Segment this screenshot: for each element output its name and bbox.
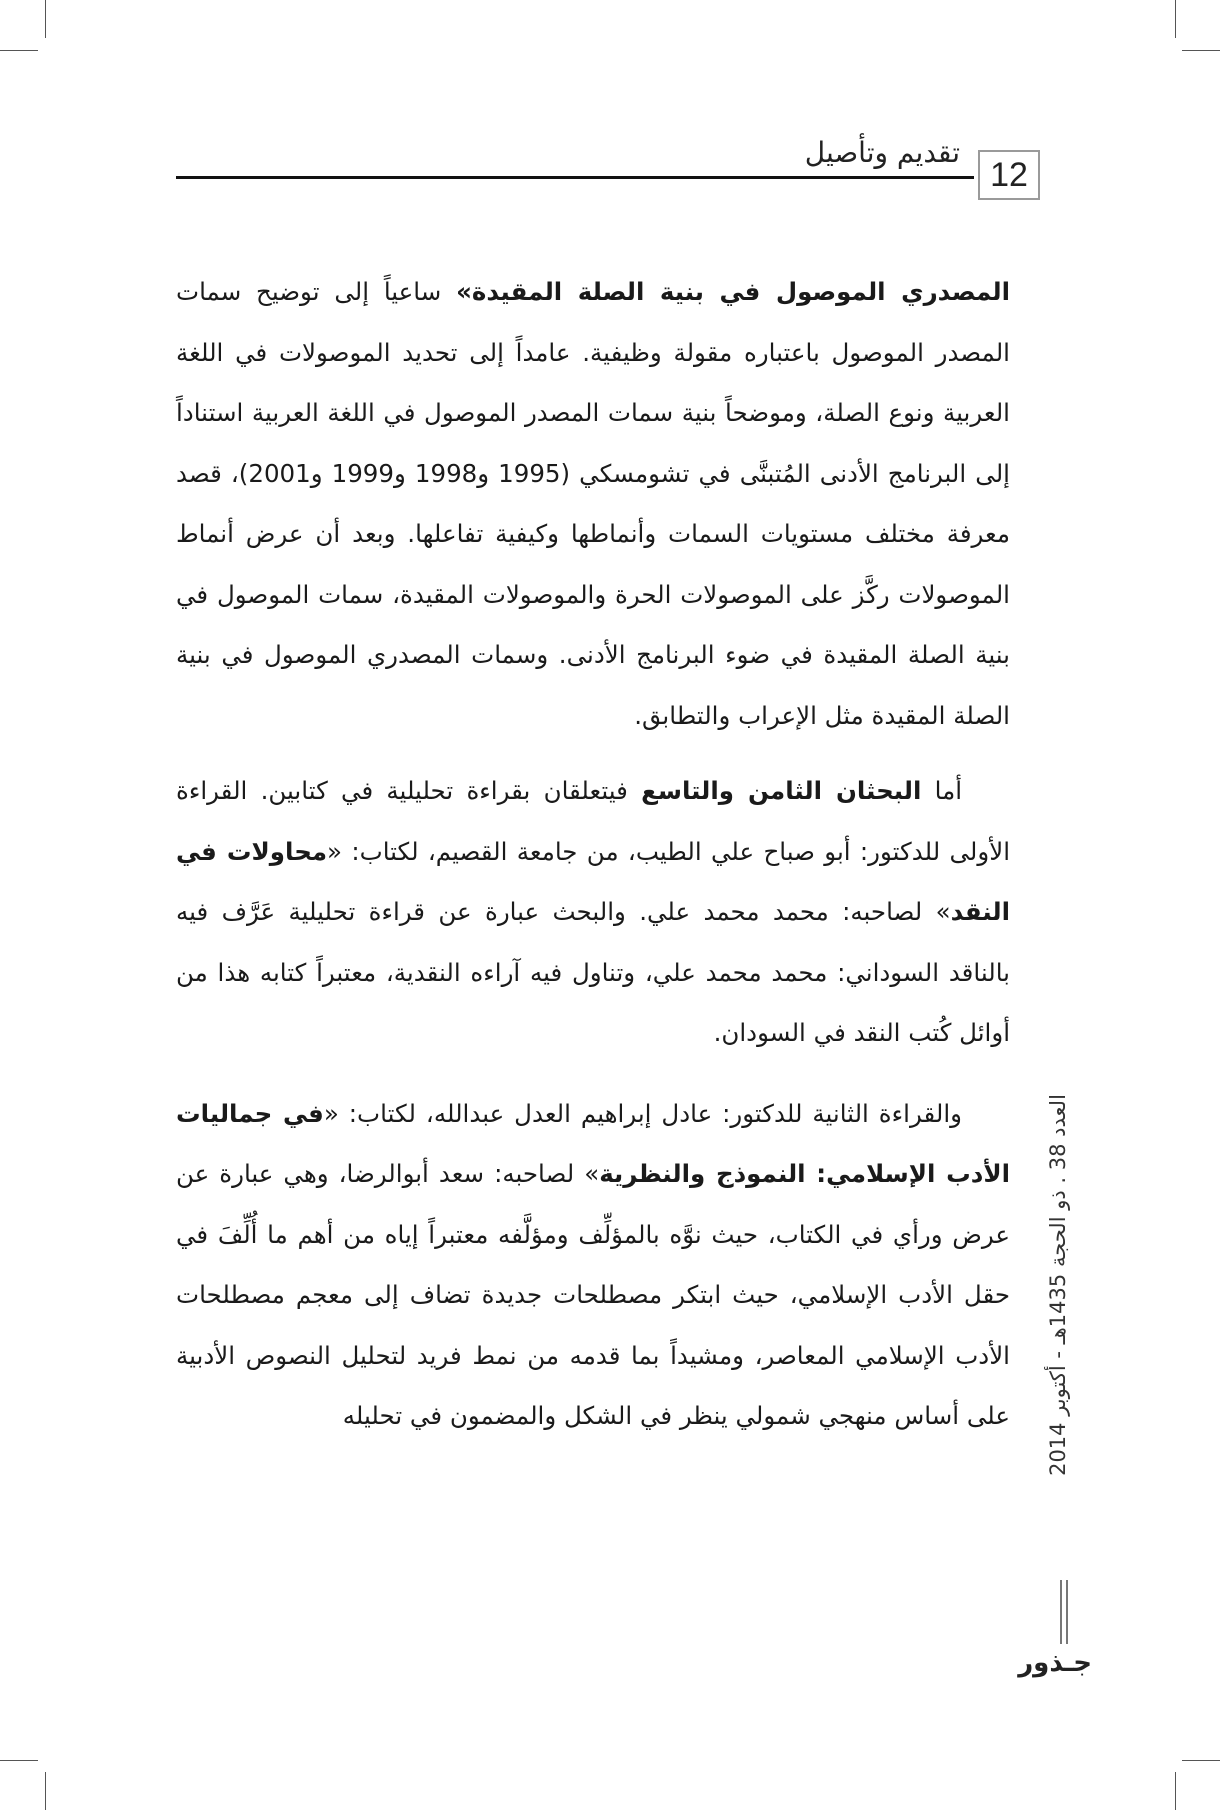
bold-phrase: البحثان الثامن والتاسع — [641, 776, 922, 805]
crop-mark — [45, 1772, 46, 1810]
header-rule — [176, 176, 974, 179]
paragraph-text: » لصاحبه: سعد أبوالرضا، وهي عبارة عن عرض ورأي في الكتاب، حيث نوَّه بالمؤلِّف ومؤلَّفه معتبراً إياه من أهم ما أُلِّفَ في حقل الأدب الإسلامي، حيث ابتكر مصطلحات جديدة تضاف إلى معجم مصطلحات الأدب الإسلامي المعاصر، ومشيداً بما قدمه من نمط فريد لتحليل النصوص الأدبية على أساس منهجي شمولي ينظر في الشكل والمضمون في تحليله — [176, 1159, 1010, 1430]
paragraph-3 — [176, 1084, 1010, 1447]
crop-mark — [0, 50, 38, 51]
paragraph-text: أما — [921, 776, 963, 805]
crop-mark — [1175, 1772, 1176, 1810]
paragraph-2 — [176, 761, 1010, 1064]
paragraph-text: فيتعلقان بقراءة تحليلية في كتابين. القراءة الأولى للدكتور: أبو صباح علي الطيب، من جامعة القصيم، لكتاب: « — [176, 776, 1011, 866]
paragraph-text: ساعياً إلى توضيح سمات المصدر الموصول باعتباره مقولة وظيفية. عامداً إلى تحديد الموصولات في اللغة العربية ونوع الصلة، وموضحاً بنية سمات المصدر الموصول في اللغة العربية استناداً إلى البرنامج الأدنى المُتبنَّى في تشومسكي (1995 و1998 و1999 و2001)، قصد معرفة مختلف مستويات السمات وأنماطها وكيفية تفاعلها. وبعد أن عرض أنماط الموصولات ركَّز على الموصولات الحرة والموصولات المقيدة، سمات الموصول في بنية الصلة المقيدة في ضوء البرنامج الأدنى. وسمات المصدري الموصول في بنية الصلة المقيدة مثل الإعراب والتطابق. — [176, 277, 1010, 730]
crop-mark — [0, 1760, 38, 1761]
paragraph-text: والقراءة الثانية للدكتور: عادل إبراهيم العدل عبدالله، لكتاب: « — [323, 1098, 962, 1128]
crop-mark — [1175, 0, 1176, 38]
journal-issue-info: العدد 38 . ذو الحجة 1435هـ - أكتوبر 2014 — [1046, 1094, 1070, 1476]
page-number: 12 — [978, 150, 1040, 200]
body-text — [176, 262, 1010, 1447]
book-title: في جماليات الأدب الإسلامي: النموذج والنظرية — [176, 1098, 1010, 1188]
side-rule — [1060, 1580, 1062, 1644]
book-title: محاولات في النقد — [176, 836, 1010, 926]
paragraph-1 — [176, 262, 1010, 746]
side-rule — [1066, 1580, 1068, 1644]
running-title: تقديم وتأصيل — [804, 136, 960, 169]
bold-phrase: المصدري الموصول في بنية الصلة المقيدة» — [456, 277, 1010, 306]
journal-logo: جـذور — [1018, 1648, 1092, 1678]
crop-mark — [1182, 50, 1220, 51]
paragraph-text: » لصاحبه: محمد محمد علي. والبحث عبارة عن قراءة تحليلية عَرَّف فيه بالناقد السوداني: محمد محمد علي، وتناول فيه آراءه النقدية، معتبراً كتابه هذا من أوائل كُتب النقد في السودان. — [176, 897, 1010, 1047]
crop-mark — [1182, 1760, 1220, 1761]
crop-mark — [45, 0, 46, 38]
